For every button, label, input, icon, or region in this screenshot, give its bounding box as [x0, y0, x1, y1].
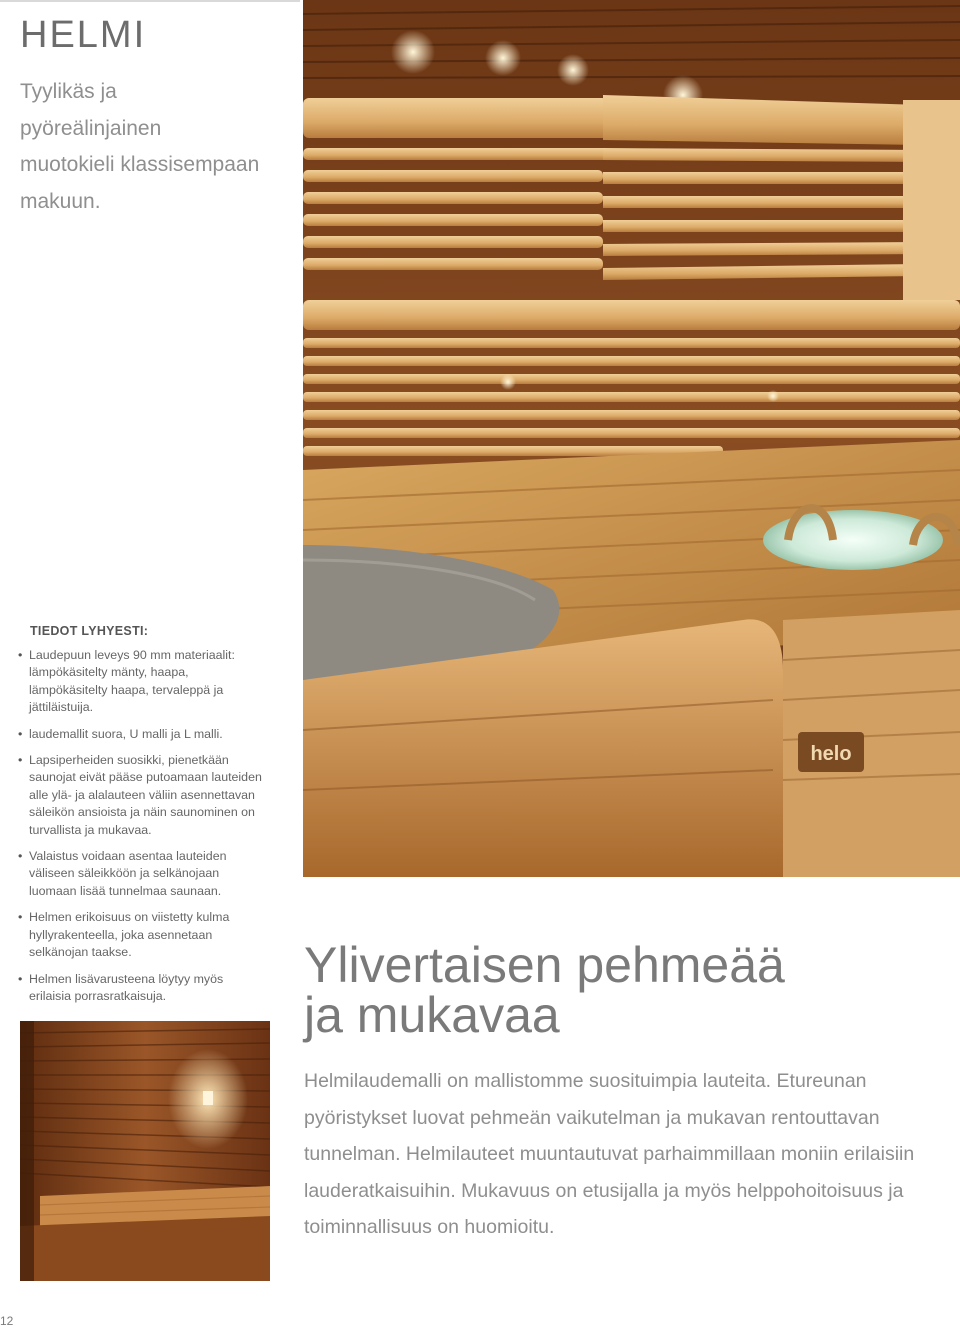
fact-text: Laudepuun leveys 90 mm materiaalit: lämpökäsitelty mänty, haapa, lämpökäsitelty haapa, tervaleppä ja jättiläistuija.	[29, 648, 235, 715]
headline-line-1: Ylivertaisen pehmeää	[304, 937, 785, 993]
fact-item	[18, 909, 263, 961]
bullet: •	[18, 726, 23, 741]
fact-text: laudemallit suora, U malli ja L malli.	[29, 726, 223, 741]
page-title: HELMI	[20, 14, 147, 56]
fact-text: Lapsiperheiden suosikki, pienetkään saunojat eivät pääse putoamaan lauteiden alle ylä- ja alalauteen väliin asennettavan säleikön ansioista ja näin saunominen on turvallista ja mukavaa.	[29, 753, 262, 837]
fact-text: Valaistus voidaan asentaa lauteiden väliseen säleikköön ja selkänojaan luomaan lisää tunnelmaa saunaan.	[29, 849, 227, 898]
facts-list	[18, 647, 263, 1014]
bullet: •	[18, 910, 23, 925]
bullet: •	[18, 971, 23, 986]
facts-heading: TIEDOT LYHYESTI:	[30, 624, 149, 638]
helo-logo-text: helo	[810, 743, 852, 765]
top-rule	[0, 0, 300, 2]
fact-item	[18, 971, 263, 1006]
fact-item	[18, 647, 263, 717]
bullet: •	[18, 849, 23, 864]
page-number: 12	[0, 1314, 14, 1328]
tagline: Tyylikäs ja pyöreälinjainen muotokieli klassisempaan makuun.	[20, 80, 260, 213]
sauna-interior-photo	[20, 1021, 270, 1281]
body-paragraph: Helmilaudemalli on mallistomme suosituimpia lauteita. Etureunan pyöristykset luovat pehmeän vaikutelman ja mukavan rentouttavan tunnelman. Helmilauteet muuntautuvat parhaimmillaan moniin erilaisiin lauderatkaisuihin. Mukavuus on etusijalla ja myös helppohoitoisuus ja toiminnallisuus on huomioitu.	[304, 1070, 915, 1238]
fact-text: Helmen lisävarusteena löytyy myös erilaisia porrasratkaisuja.	[29, 971, 224, 1003]
bullet: •	[18, 753, 23, 768]
headline-line-2: ja mukavaa	[304, 987, 560, 1043]
fact-text: Helmen erikoisuus on viistetty kulma hyllyrakenteella, joka asennetaan selkänojan taakse.	[29, 910, 230, 960]
headline	[304, 937, 785, 1043]
fact-item	[18, 752, 263, 839]
main-sauna-photo	[303, 0, 960, 877]
helo-logo-badge	[798, 732, 864, 772]
fact-item	[18, 848, 263, 900]
bullet: •	[18, 648, 23, 662]
fact-item	[18, 726, 263, 743]
